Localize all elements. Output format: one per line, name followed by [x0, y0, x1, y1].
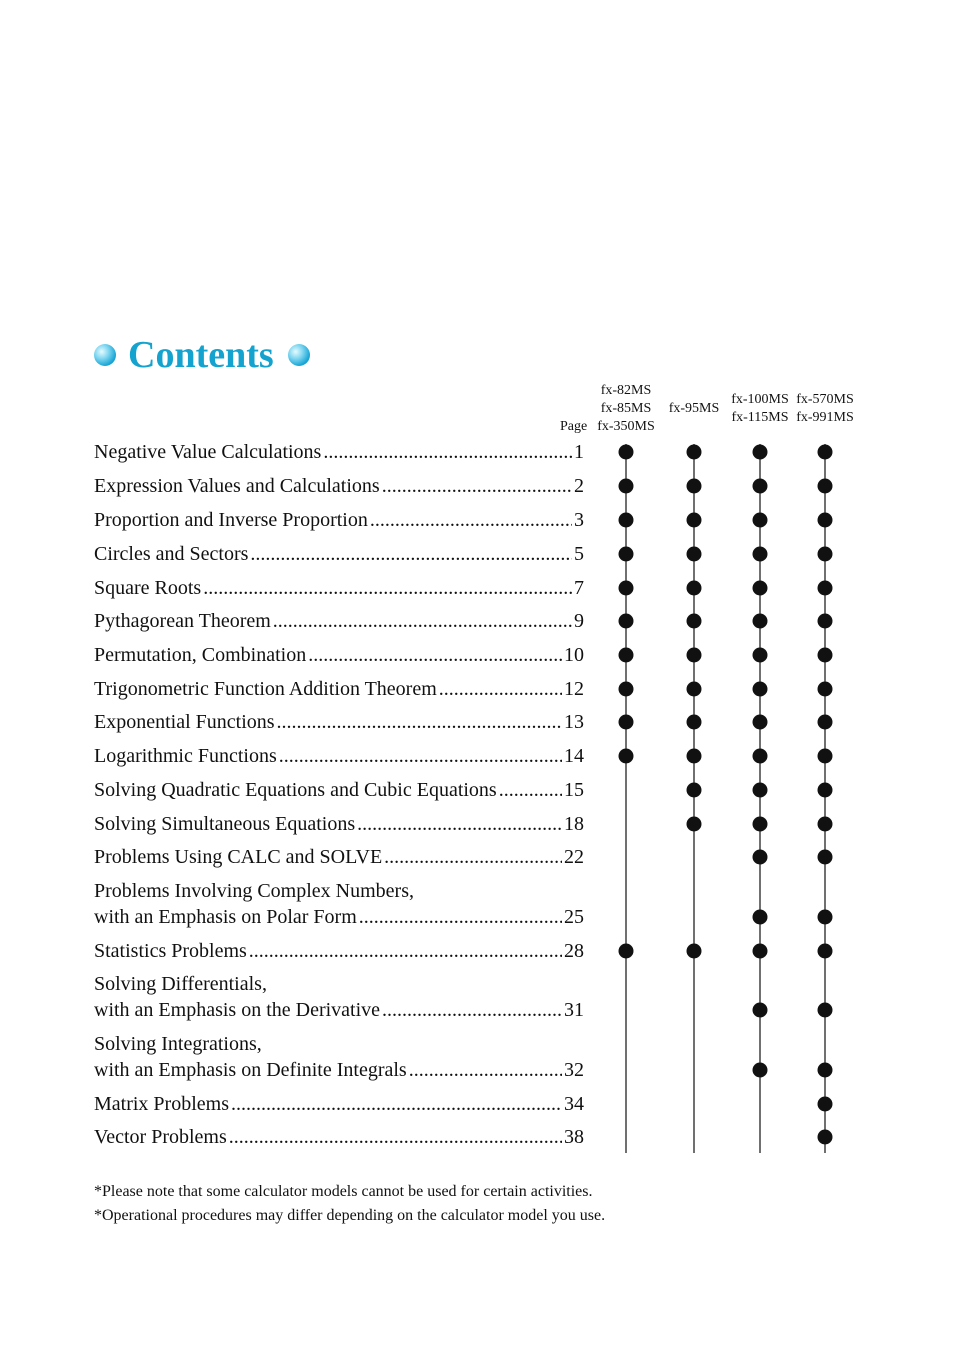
availability-dot: [687, 479, 702, 494]
model-name: fx-95MS: [668, 401, 720, 416]
page-number: 34: [564, 1093, 584, 1115]
availability-dot: [687, 547, 702, 562]
availability-dot: [753, 910, 768, 925]
availability-dot: [818, 1130, 833, 1145]
page-number: 5: [574, 543, 584, 565]
page-number: 13: [564, 711, 584, 733]
availability-dot: [818, 513, 833, 528]
entry-title: Solving Quadratic Equations and Cubic Equations: [94, 779, 497, 801]
availability-dot: [818, 1063, 833, 1078]
page-number: 14: [564, 745, 584, 767]
page-number: 3: [574, 509, 584, 531]
page-number: 22: [564, 846, 584, 868]
availability-dot: [687, 682, 702, 697]
availability-dot: [687, 581, 702, 596]
availability-dot: [753, 850, 768, 865]
entry-title: Exponential Functions: [94, 711, 275, 733]
entry-title: Proportion and Inverse Proportion: [94, 509, 368, 531]
availability-dot: [818, 749, 833, 764]
page-number: 12: [564, 678, 584, 700]
entry-title: Problems Using CALC and SOLVE: [94, 846, 383, 868]
footnotes: [94, 1180, 605, 1228]
model-name: fx-82MS: [600, 383, 652, 398]
availability-dot: [753, 513, 768, 528]
model-name: fx-100MS: [731, 392, 789, 407]
entry-title: Square Roots: [94, 577, 202, 599]
availability-dot: [753, 479, 768, 494]
availability-dot: [619, 715, 634, 730]
footnote: *Operational procedures may differ depending on the calculator model you use.: [94, 1207, 606, 1224]
page-number: 1: [574, 441, 584, 463]
availability-dot: [818, 944, 833, 959]
entry-title: Solving Differentials,: [94, 973, 267, 995]
page-number: 18: [564, 813, 584, 835]
availability-dot: [818, 1097, 833, 1112]
availability-dot: [687, 944, 702, 959]
entry-title: Permutation, Combination: [94, 644, 307, 666]
entry-title: Problems Involving Complex Numbers,: [94, 880, 414, 902]
model-name: fx-115MS: [731, 410, 789, 425]
availability-dot: [753, 715, 768, 730]
entry-title: Vector Problems: [94, 1126, 227, 1148]
availability-dot: [753, 1003, 768, 1018]
availability-dot: [818, 783, 833, 798]
page-title: Contents: [128, 334, 274, 376]
footnote: *Please note that some calculator models cannot be used for certain activities.: [94, 1183, 593, 1200]
availability-dot: [753, 749, 768, 764]
availability-dot: [818, 1003, 833, 1018]
page-number: 10: [564, 644, 584, 666]
availability-dot: [687, 513, 702, 528]
availability-dot: [818, 715, 833, 730]
availability-dot: [753, 547, 768, 562]
availability-dot: [619, 648, 634, 663]
availability-dot: [818, 479, 833, 494]
availability-dot: [818, 817, 833, 832]
availability-dot: [818, 850, 833, 865]
availability-dot: [753, 581, 768, 596]
page-number: 9: [574, 610, 584, 632]
availability-dot: [753, 648, 768, 663]
entry-title: Logarithmic Functions: [94, 745, 277, 767]
page-number: 38: [564, 1126, 584, 1148]
availability-dot: [818, 445, 833, 460]
availability-dot: [687, 614, 702, 629]
availability-dot: [619, 479, 634, 494]
page-number: 7: [574, 577, 584, 599]
model-name: fx-85MS: [600, 401, 652, 416]
entry-title: with an Emphasis on Definite Integrals: [94, 1059, 407, 1081]
availability-dot: [619, 944, 634, 959]
entry-title: Solving Simultaneous Equations: [94, 813, 356, 835]
page-number: 25: [564, 906, 584, 928]
page-number: 2: [574, 475, 584, 497]
entry-title: Trigonometric Function Addition Theorem: [94, 678, 437, 700]
entry-title: Statistics Problems: [94, 940, 247, 962]
availability-dot: [619, 682, 634, 697]
availability-dot: [619, 513, 634, 528]
page-number: 28: [564, 940, 584, 962]
availability-dot: [687, 749, 702, 764]
entry-title: Solving Integrations,: [94, 1033, 262, 1055]
availability-dot: [687, 648, 702, 663]
model-name: fx-991MS: [796, 410, 854, 425]
entry-title: Circles and Sectors: [94, 543, 249, 565]
availability-dot: [687, 817, 702, 832]
page-number: 15: [564, 779, 584, 801]
availability-dot: [619, 445, 634, 460]
availability-dot: [753, 445, 768, 460]
model-name: fx-350MS: [597, 419, 655, 434]
availability-dot: [818, 547, 833, 562]
entry-title: Matrix Problems: [94, 1093, 229, 1115]
entry-title: Pythagorean Theorem: [94, 610, 271, 632]
page-number: 31: [564, 999, 584, 1021]
entry-title: Negative Value Calculations: [94, 441, 322, 463]
availability-dot: [753, 682, 768, 697]
availability-dot: [687, 715, 702, 730]
availability-dot: [619, 749, 634, 764]
availability-dot: [687, 783, 702, 798]
model-name: fx-570MS: [796, 392, 854, 407]
availability-dot: [753, 614, 768, 629]
availability-dot: [687, 445, 702, 460]
availability-dot: [753, 944, 768, 959]
entry-title: Expression Values and Calculations: [94, 475, 380, 497]
availability-dot: [753, 1063, 768, 1078]
availability-dot: [753, 783, 768, 798]
entry-title: with an Emphasis on the Derivative: [94, 999, 381, 1021]
availability-dot: [619, 614, 634, 629]
availability-dot: [818, 648, 833, 663]
availability-dot: [818, 581, 833, 596]
entry-title: with an Emphasis on Polar Form: [94, 906, 357, 928]
availability-dot: [619, 547, 634, 562]
page-number: 32: [564, 1059, 584, 1081]
availability-dot: [753, 817, 768, 832]
availability-dot: [818, 614, 833, 629]
page-column-label: Page: [560, 419, 588, 434]
availability-dot: [619, 581, 634, 596]
availability-dot: [818, 910, 833, 925]
availability-dot: [818, 682, 833, 697]
